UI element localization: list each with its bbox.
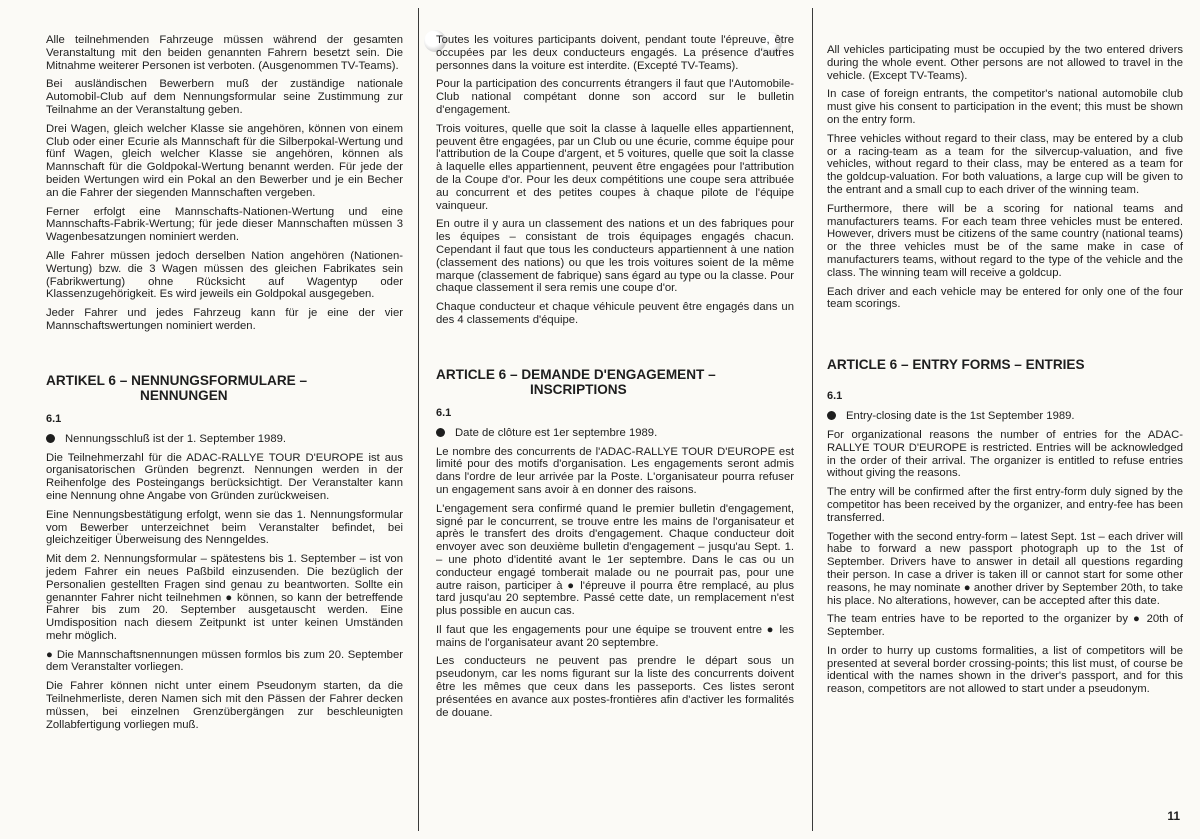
paragraph: In order to hurry up customs formalities, a list of competitors will be presented at several border crossing-points; this list must, of course be identical with the names shown in the driver's passport, and for this reason, competitors are not allowed to start under a pseudonym. xyxy=(827,644,1183,696)
paragraph: The entry will be confirmed after the first entry-form duly signed by the competitor has been received by the organizer, and entry-fee has been transferred. xyxy=(827,486,1183,524)
paragraph: Il faut que les engagements pour une équipe se trouvent entre ● les mains de l'organisateur avant 20 septembre. xyxy=(436,623,794,649)
heading-line: NENNUNGEN xyxy=(140,387,228,403)
page-number: 11 xyxy=(1167,809,1180,823)
closing-date: Entry-closing date is the 1st September 1989. xyxy=(846,410,1075,423)
paragraph: Les conducteurs ne peuvent pas prendre le départ sous un pseudonym, car les noms figurant sur la liste des concurrents doivent être les mêmes que ceux dans les passeports. Ces listes seront présentées en avance aux postes-frontières afin d'activer les formalités de douane. xyxy=(436,655,794,719)
paragraph: Together with the second entry-form – latest Sept. 1st – each driver will habe to forward a new passport photograph up to the 1st of September. Drivers have to answer in detail all questions regarding their person. In case a driver is taken ill or cannot start for some other reasons, he may nominate ● another driver by September 20th, to take his place. No alterations, however, can be accepted after this date. xyxy=(827,530,1183,607)
paragraph: Toutes les voitures participants doivent, pendant toute l'épreuve, être occupées par les deux conducteurs engagés. La présence d'autres personnes dans la voiture est interdite. (Excepté TV-Teams). xyxy=(436,34,794,72)
paragraph: Alle teilnehmenden Fahrzeuge müssen während der gesamten Veranstaltung mit den beiden genannten Fahrern besetzt sein. Die Mitnahme weiterer Personen ist verboten. (Ausgenommen TV-Teams). xyxy=(46,34,403,72)
article-heading xyxy=(436,367,794,397)
paragraph: Drei Wagen, gleich welcher Klasse sie angehören, können von einem Club oder einer Ecurie als Mannschaft für die Silberpokal-Wertung und fünf Wagen, gleich welcher Klasse sie angehören, können als Mannschaft für die Goldpokal-Wertung benannt werden. Für jede der beiden Wertungen wird ein Pokal an den Bewerber und je ein Becher an die Fahrer der siegenden Mannschaften vergeben. xyxy=(46,122,403,199)
paragraph: Alle Fahrer müssen jedoch derselben Nation angehören (Nationen-Wertung) bzw. die 3 Wagen müssen des gleichen Fabrikates sein (Fabrikwertung) ohne Rücksicht auf Wagentyp oder Klassenzugehörigkeit. Es wird jeweils ein Goldpokal ausgegeben. xyxy=(46,249,403,301)
paragraph: Pour la participation des concurrents étrangers il faut que l'Automobile-Club national compétant donne son accord sur le bulletin d'engagement. xyxy=(436,78,794,116)
paragraph: Chaque conducteur et chaque véhicule peuvent être engagés dans un des 4 classements d'équipe. xyxy=(436,301,794,326)
paragraph: The team entries have to be reported to the organizer by ● 20th of September. xyxy=(827,613,1183,639)
heading-line: INSCRIPTIONS xyxy=(530,381,627,397)
heading-line: ARTICLE 6 – ENTRY FORMS – ENTRIES xyxy=(827,357,1085,373)
english-column xyxy=(827,44,1183,702)
paragraph: Furthermore, there will be a scoring for national teams and manufacturers teams. For each team three vehicles must be entered. However, drivers must be citizens of the same country (national teams) or the three vehicles must be of the same make in case of manufacturers teams, without regard to the type of the vehicle and the class. The winning team will receive a goldcup. xyxy=(827,202,1183,279)
heading-line: ARTIKEL 6 – NENNUNGSFORMULARE – xyxy=(46,372,308,388)
closing-date: Date de clôture est 1er septembre 1989. xyxy=(455,426,658,439)
paragraph: Die Fahrer können nicht unter einem Pseudonym starten, da die Teilnehmerliste, deren Namen sich mit den Pässen der Fahrer decken müssen, bei einzelnen Grenzübergängen zur beschleunigten Zollabfertigung vorliegen muß. xyxy=(46,680,403,731)
section-number: 6.1 xyxy=(436,406,452,419)
paragraph: For organizational reasons the number of entries for the ADAC-RALLYE TOUR D'EUROPE is restricted. Entries will be acknowledged in the order of their arrival. The organizer is entitled to refuse entries without giving the reasons. xyxy=(827,428,1183,480)
paragraph: Mit dem 2. Nennungsformular – spätestens bis 1. September – ist von jedem Fahrer ein neues Paßbild einzusenden. Die bezüglich der Personalien gestellten Fragen sind genau zu beantworten. Sollte ein genannter Fahrer nicht teilnehmen ● können, so kann der betreffende Fahrer bis zum 20. September ausgetauscht werden. Eine Umdisposition nach diesem Zeitpunkt ist unter keinen Umständen mehr möglich. xyxy=(46,553,403,642)
french-column xyxy=(436,34,794,725)
paragraph: Ferner erfolgt eine Mannschafts-Nationen-Wertung und eine Mannschafts-Fabrik-Wertung; für jede dieser Mannschaften müssen 3 Wagenbesatzungen nominiert werden. xyxy=(46,205,403,244)
german-column xyxy=(46,34,403,737)
paragraph: In case of foreign entrants, the competitor's national automobile club must give his consent to participation in the event; this must be shown on the entry form. xyxy=(827,88,1183,126)
paragraph: Die Teilnehmerzahl für die ADAC-RALLYE TOUR D'EUROPE ist aus organisatorischen Gründen begrenzt. Nennungen werden in der Reihenfolge des Posteingangs berücksichtigt. Der Veranstalter kann eine Nennung ohne Angabe von Gründen zurückweisen. xyxy=(46,451,403,502)
bullet-icon xyxy=(436,428,445,437)
paragraph: En outre il y aura un classement des nations et un des fabriques pour les équipes – consistant de trois équipages engagés chacun. Cependant il faut que tous les conducteurs appartiennent à une nation (classement des nations) ou que les trois voitures soient de la même marque (classement de fabrique) sans égard au type ou la classe. Pour chaque classement il sera remis une coupe d'or. xyxy=(436,218,794,295)
paragraph: Each driver and each vehicle may be entered for only one of the four team scorings. xyxy=(827,285,1183,311)
bullet-icon xyxy=(46,434,55,443)
column-divider xyxy=(418,8,419,831)
paragraph: L'engagement sera confirmé quand le premier bulletin d'engagement, signé par le concurrent, se trouve entre les mains de l'organisateur et après le transfert des droits d'engagement. Chaque conducteur doit envoyer avec son deuxième bulletin d'engagement – jusqu'au Sept. 1. – une photo d'identité avant le 1er septembre. Dans le cas ou un conducteur engagé tomberait malade ou ne pourrait pas, pour une autre raison, participer à ● l'épreuve il pourra être remplacé, au plus tard jusqu'au 20 septembre. Passé cette date, un remplacement n'est plus possible en aucun cas. xyxy=(436,502,794,618)
paragraph: Trois voitures, quelle que soit la classe à laquelle elles appartiennent, peuvent être engagées, par un Club ou une écurie, comme équipe pour l'attribution de la Coupe d'argent, et 5 voitures, quelle que soit la classe à laquelle elles appartiennent, peuvent être engagées pour l'attribution de la Coupe d'or. Pour les deux compétitions une coupe sera attribuée au concurrent et des petites coupes à chaque pilote de l'équipe vainqueur. xyxy=(436,122,794,212)
paragraph: All vehicles participating must be occupied by the two entered drivers during the whole event. Other persons are not allowed to travel in the vehicle. (Except TV-Teams). xyxy=(827,44,1183,82)
heading-line: ARTICLE 6 – DEMANDE D'ENGAGEMENT – xyxy=(436,366,716,382)
article-heading xyxy=(827,357,1183,372)
closing-date: Nennungsschluß ist der 1. September 1989. xyxy=(65,432,287,445)
column-divider xyxy=(812,8,813,831)
paragraph: Jeder Fahrer und jedes Fahrzeug kann für je eine der vier Mannschaftswertungen nominiert werden. xyxy=(46,307,403,332)
section-number: 6.1 xyxy=(827,390,843,403)
paragraph: Eine Nennungsbestätigung erfolgt, wenn sie das 1. Nennungsformular vom Bewerber unterzeichnet beim Veranstalter befindet, bei gleichzeitiger Überweisung des Nenngeldes. xyxy=(46,508,403,547)
paragraph: Le nombre des concurrents de l'ADAC-RALLYE TOUR D'EUROPE est limité pour des motifs d'organisation. Les engagements seront admis dans l'ordre de leur arrivée par la Poste. L'organisateur pourra refuser un engagement sans avoir à en donner des raisons. xyxy=(436,445,794,496)
section-number: 6.1 xyxy=(46,412,62,425)
article-heading xyxy=(46,373,403,403)
paragraph: Three vehicles without regard to their class, may be entered by a club or a racing-team as a team for the silvercup-valuation, and five vehicles, without regard to their class, may be entered as a team for the goldcup-valuation. For both valuations, a large cup will be given to the entrant and a small cup to each driver of the winning team. xyxy=(827,132,1183,196)
bullet-icon xyxy=(827,411,836,420)
paragraph: Bei ausländischen Bewerbern muß der zuständige nationale Automobil-Club auf dem Nennungsformular seine Zustimmung zur Teilnahme an der Veranstaltung geben. xyxy=(46,78,403,116)
paragraph: ● Die Mannschaftsnennungen müssen formlos bis zum 20. September dem Veranstalter vorliegen. xyxy=(46,648,403,674)
